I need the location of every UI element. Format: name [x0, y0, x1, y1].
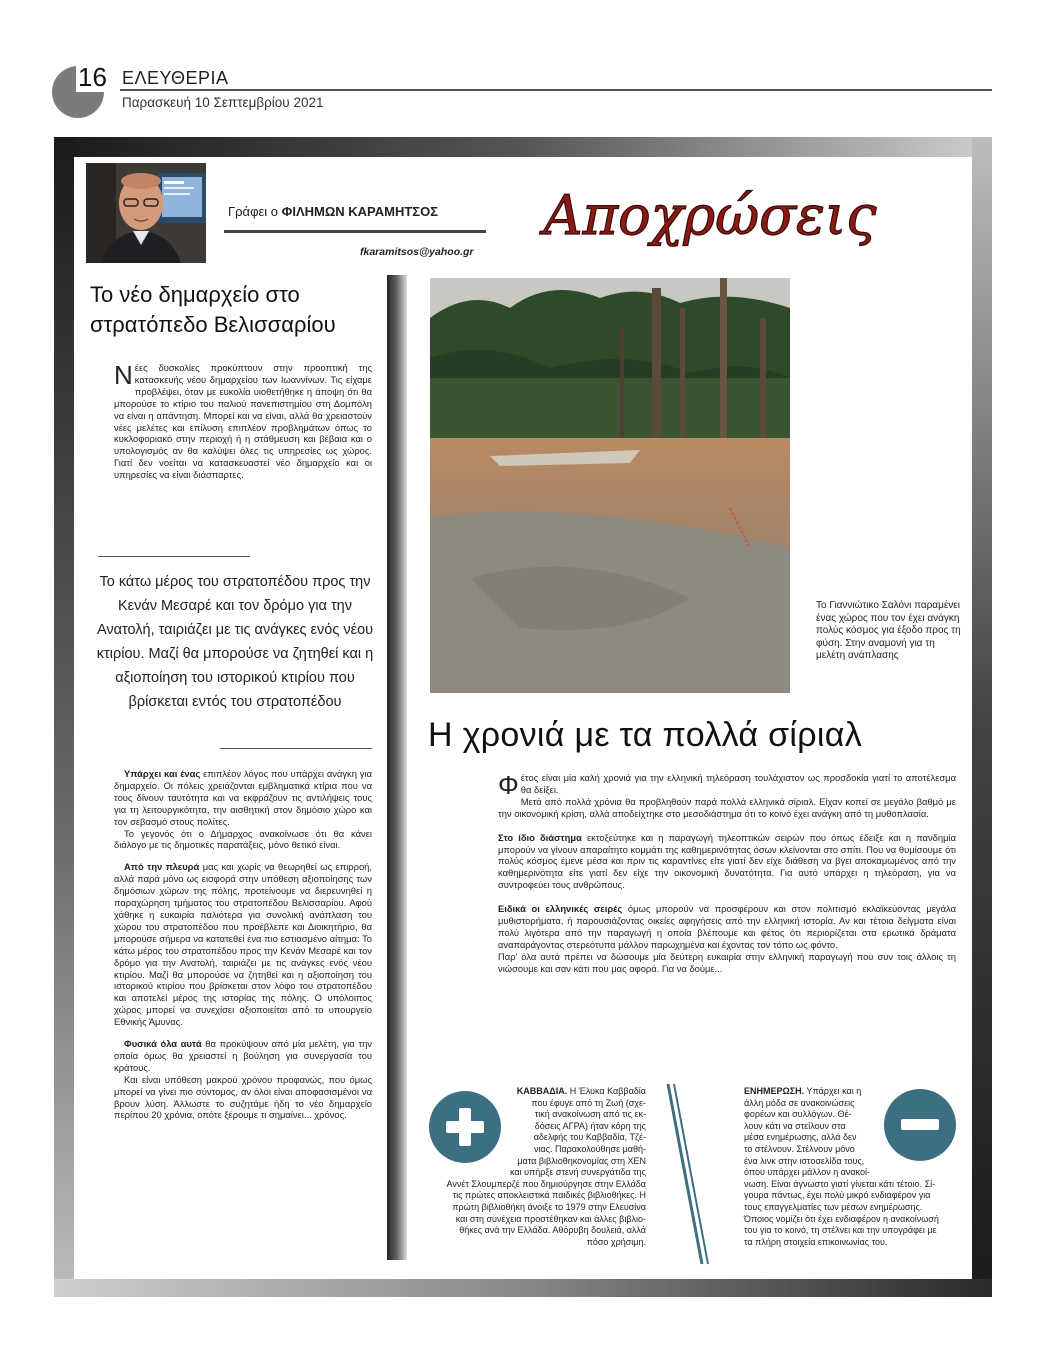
author-name: ΦΙΛΗΜΩΝ ΚΑΡΑΜΗΤΣΟΣ	[281, 204, 438, 219]
plus-line: Η Έλυκα Καββαδία	[569, 1086, 646, 1096]
plus-box-lead: ΚΑΒΒΑΔΙΑ.	[516, 1086, 568, 1096]
plus-line: ματα βιβλιοθηκονομίας στη ΧΕΝ	[517, 1155, 646, 1166]
frame-left-bar	[54, 137, 74, 1297]
right-paragraph-2: Μετά από πολλά χρόνια θα προβληθούν παρά πολλά ελληνικά σίριαλ. Είχαν κοπεί σε μεγάλο βαθμό με την οικονομική κρίση, αλλά αποδείχτηκε στο μεσοδιάστημα ότι το κοινό έχει ανάγκη από τη μυθοπλασία.	[498, 795, 956, 819]
minus-line: άλλη μόδα σε ανακοινώσεις	[744, 1097, 855, 1108]
byline	[228, 204, 438, 219]
author-email[interactable]: fkaramitsos@yahoo.gr	[360, 246, 474, 258]
plus-line: νιας. Παρακολούθησε μαθή-	[533, 1143, 646, 1154]
column-divider	[387, 275, 407, 1260]
pull-quote: Το κάτω μέρος του στρατοπέδου προς την Κενάν Μεσαρέ και τον δρόμο για την Ανατολή, ταιριάζει με τις ανάγκες ενός νέου κτιρίου. Μαζί θα μπορούσε να ζητηθεί και η αξιοποίηση του ιστορικού κτιρίου που βρίσκεται εντός του στρατοπέδου	[96, 574, 374, 710]
plus-line: Αννέτ Σλουμπερζέ που δημιούργησε στην Ελλάδα	[446, 1178, 646, 1189]
box-divider-slashes	[662, 1082, 712, 1267]
forest-clearing-photo	[430, 278, 790, 693]
minus-line: τους επαγγελματίες των μέσων ενημέρωσης.	[744, 1201, 923, 1212]
minus-line: νωση. Είναι άγνωστο γιατί γίνεται κάτι τέτοιο. Σί-	[744, 1178, 936, 1189]
left-title-line-1: Το νέο δημαρχείο στο	[90, 282, 300, 307]
frame-right-bar	[972, 137, 992, 1297]
left-article-title	[90, 280, 390, 340]
plus-line: τις πρώτες αποκλειστικά παιδικές βιβλιοθήκες. Η	[452, 1190, 646, 1201]
left-paragraph-1: έες δυσκολίες προκύπτουν στην προοπτική της κατασκευής νέου δημαρχείου των Ιωαννίνων. Τις είχαμε προβλέψει, όταν με ευκολία υιοθετήθηκε η άποψη ότι θα μπορούσε το κτίριο του παλιού πανεπιστημίου στη Δομπόλη να είναι η απάντηση. Μπορεί και να είναι, αλλά θα χρειαστούν νέες μελέτες και επίλυση επιπλέον προβλημάτων όπως το κυκλοφοριακό στην περιοχή ή η στάθμευση και βέβαια και ο υπολογισμός αν θα καλύψει όλες τις υπηρεσίες ως χώρος. Γιατί δεν νοείται να κατασκευαστεί νέο δημαρχείο και οι υπηρεσίες να είναι διάσπαρτες.	[114, 362, 372, 481]
plus-line: αδελφής του Καββαδία, Τζέ-	[533, 1132, 646, 1143]
left-p4-lead: Από την πλευρά	[124, 861, 200, 873]
minus-line: του για το κοινό, τη στέλνει και την υπογράφει με	[744, 1225, 937, 1236]
minus-line: φορέων και συλλόγων. Θέ-	[744, 1109, 852, 1120]
plus-line: που έφυγε από τη Ζωή (σχε-	[531, 1097, 646, 1108]
header-rule	[120, 89, 992, 91]
plus-line: πρώτη βιβλιοθήκη άνοιξε το 1979 στην Ελευσίνα	[452, 1201, 646, 1212]
minus-line: το στέλνουν. Στέλνουν μόνο	[744, 1143, 855, 1154]
frame-top-bar	[54, 137, 992, 157]
minus-line: μέσα ενημέρωσης, αλλά δεν	[744, 1132, 857, 1143]
byline-prefix: Γράφει ο	[228, 204, 279, 219]
left-paragraph-4: μας και χωρίς να θεωρηθεί ως επιρροή, αλλά παρά μόνο ως εισφορά στην υπόθεση αξιοποίησης των δημόσιων χώρων της πόλης, προτείνουμε να διερευνηθεί η παραχώρηση τμήματος του στρατοπέδου Βελισσαρίου. Αφού χάθηκε η ευκαιρία παλιότερα για συνολική ανάπλαση του χώρου του στρατοπέδου που προέβλεπε και Διοικητήριο, θα μπορούσε σήμερα να κατατεθεί ένα πιο εστιασμένο αίτημα: Το κάτω μέρος του στρατοπέδου προς την Κενάν Μεσαρέ και τον δρόμο για την Ανατολή, ταιριάζει με τις ανάγκες ενός νέου κτιρίου. Μαζί θα μπορούσε να ζητηθεί και η αξιοποίηση του ιστορικού κτιρίου που βρίσκεται στον λόφο του στρατοπέδου και αποτελεί μέρος της ιστορίας της πόλης. Ο υπόλοιπος χώρος μπορεί να συνεχίσει αξιοποιείται από το υπουργείο Εθνικής Άμυνας.	[114, 861, 372, 1028]
left-paragraph-5: θα προκύψουν από μία μελέτη, για την οποία όμως θα χρειαστεί η βούληση για συνεργασία του κράτους.	[114, 1038, 372, 1073]
plus-box-text	[418, 1086, 646, 1248]
page-number-badge	[52, 62, 112, 122]
minus-icon	[883, 1088, 957, 1162]
author-photo	[86, 163, 206, 263]
plus-line: θήκες ανά την Ελλάδα. Αθόρυβη δουλειά, αλλά	[459, 1225, 646, 1236]
left-paragraph-3: Το γεγονός ότι ο Δήμαρχος ανακοίνωσε ότι θα κάνει διάλογο με τις δημοτικές παρατάξεις, μόνο θετικό είναι.	[114, 827, 372, 851]
minus-line: τα πλήρη στοιχεία επικοινωνίας του.	[744, 1236, 888, 1247]
minus-line: όπου υπάρχει μάλλον η ανακοί-	[744, 1167, 871, 1178]
left-article-body	[114, 768, 372, 1121]
minus-line: Όποιος νομίζει ότι έχει ενδιαφέρον η ανακοίνωσή	[744, 1213, 939, 1224]
minus-line: ένα λινκ στην ιστοσελίδα τους,	[744, 1155, 865, 1166]
left-article-intro	[114, 362, 372, 481]
minus-box-lead: ΕΝΗΜΕΡΩΣΗ.	[744, 1086, 805, 1096]
right-paragraph-4: όμως μπορούν να προσφέρουν και στον πολιτισμό εκλαϊκεύοντας μεγάλα μυθιστορήματα, ή παρουσιάζοντας οικείες αφηγήσεις από την ελληνική ιστορία. Αν και τέτοια δείγματα είναι πολύ λιγότερα από την παραγωγή η οποία βλέπουμε και φέτος ότι περιορίζεται στα ερωτικά δράματα αναπαράγοντας στερεότυπα μάλλον παρωχημένα και έχοντας τον τόπο ως φόντο.	[498, 903, 956, 950]
plus-line: δόσεις ΑΓΡΑ) ήταν κόρη της	[534, 1120, 646, 1131]
plus-line: και υπήρξε στενή συνεργάτιδα της	[510, 1167, 646, 1178]
left-title-line-2: στρατόπεδο Βελισσαρίου	[90, 312, 336, 337]
minus-line: γουρα πάντως, έχει πολύ μικρό ενδιαφέρον για	[744, 1190, 931, 1201]
right-p3-lead: Στο ίδιο διάστημα	[498, 831, 582, 843]
right-p4-lead: Ειδικά οι ελληνικές σειρές	[498, 903, 623, 915]
quote-rule-top	[98, 556, 250, 557]
quote-rule-bottom	[220, 748, 372, 749]
right-paragraph-5: Παρ’ όλα αυτά πρέπει να δώσουμε μία δεύτερη ευκαιρία στην ελληνική παραγωγή που συν τοις άλλοις τη νιώσουμε και σαν κάτι που μας αφορά. Για να δούμε...	[498, 950, 956, 974]
left-p5-lead: Φυσικά όλα αυτά	[124, 1038, 202, 1050]
minus-line: λουν κάτι να στείλουν στα	[744, 1120, 846, 1131]
column-logo	[510, 172, 910, 260]
newspaper-name: ΕΛΕΥΘΕΡΙΑ	[122, 68, 229, 88]
photo-caption: Το Γιαννιώτικο Σαλόνι παραμένει ένας χώρος που τον έχει ανάγκη πολύς κόσμος για έξοδο προς τη φύση. Στην αναμονή για τη μελέτη ανάπλασης	[816, 600, 961, 661]
right-article-body	[498, 772, 956, 975]
right-paragraph-3: εκτοξεύτηκε και η παραγωγή τηλεοπτικών σειρών που όπως έδειξε και η πανδημία μπορούν να γίνουν απαραίτητο κομμάτι της καθημερινότητας όσων κλείνονται στο σπίτι. Που να θυμίσουμε ότι πολύς κόσμος έμενε μέσα και πριν τις καραντίνες είτε γιατί δεν είχε διάθεση να βγει αποκαμωμένος από την καθημερινότητα είτε γιατί δεν είχε την οικονομική δυνατότητα. Για αυτό υπάρχει η τηλεόραση, για να συντροφεύει τους ανθρώπους.	[498, 831, 956, 891]
frame-bottom-bar	[54, 1279, 992, 1297]
left-drop-cap: Ν	[114, 360, 133, 390]
page-number: 16	[78, 62, 107, 92]
left-p2-lead: Υπάρχει και ένας	[124, 768, 201, 779]
byline-rule	[224, 230, 486, 233]
right-article-title: Η χρονιά με τα πολλά σίριαλ	[428, 716, 863, 754]
right-drop-cap: Φ	[498, 770, 519, 800]
plus-line: τική ανακοίνωση από τις εκ-	[534, 1109, 646, 1120]
plus-line: πόσο χρήσιμη.	[586, 1236, 646, 1247]
left-paragraph-6: Και είναι υπόθεση μακρού χρόνου προφανώς, που όμως μπορεί να γίνει πιο σύντομος, αν όλοι είναι αποφασισμένοι να βρουν λύση. Άλλωστε το συζητάμε ήδη το νέο δημαρχείο περίπου 20 χρόνια, οπότε ξέρουμε τι σημαίνει... χρόνος.	[114, 1073, 372, 1121]
right-paragraph-1: έτος είναι μία καλή χρονιά για την ελληνική τηλεόραση τουλάχιστον ως προσδοκία γιατί το αποτέλεσμα θα δείξει.	[520, 772, 956, 795]
column-logo-text: Αποχρώσεις	[543, 184, 877, 247]
left-paragraph-2: επιπλέον λόγος που υπάρχει ανάγκη για δημαρχείο. Οι πόλεις χρειάζονται εμβληματικά κτίρια που να τους δίνουν ταυτότητα και να εκφράζουν τις αντιλήψεις τους για τη λειτουργικότητα, την αισθητική στον δημόσιο χώρο και τον σεβασμό στους πολίτες.	[114, 768, 372, 827]
minus-line: Υπάρχει και η	[806, 1086, 862, 1096]
plus-line: και στη συνέχεια προστέθηκαν και άλλες βιβλιο-	[455, 1213, 646, 1224]
issue-date: Παρασκευή 10 Σεπτεμβρίου 2021	[122, 95, 324, 110]
